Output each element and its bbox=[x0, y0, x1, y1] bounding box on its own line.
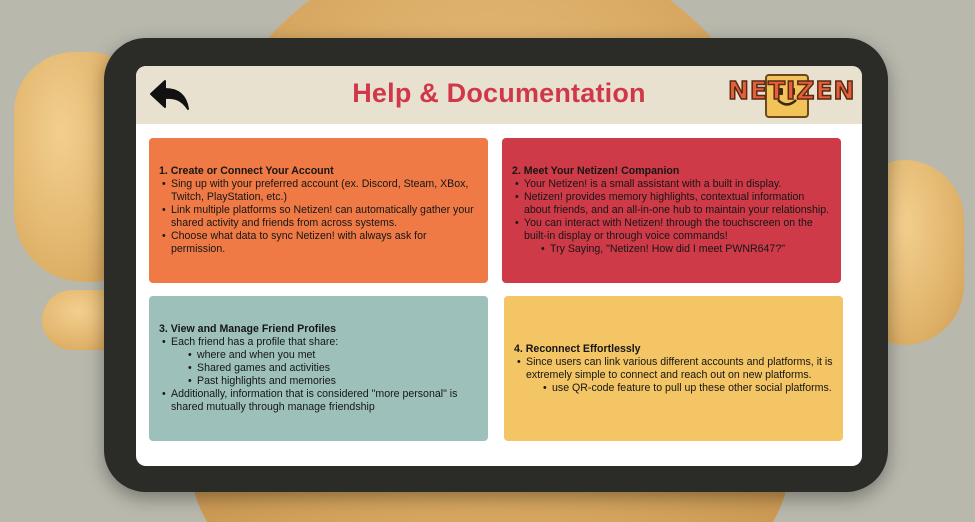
sub-list-item: • where and when you met bbox=[197, 349, 478, 362]
section-card-reconnect bbox=[504, 296, 843, 441]
sub-list-item: • use QR-code feature to pull up these other social platforms. bbox=[552, 382, 833, 395]
logo-text: NETIZEN bbox=[728, 76, 856, 105]
list-item: • Additionally, information that is considered "more personal" is shared mutually through manage friendship bbox=[171, 388, 478, 414]
list-item: • Sing up with your preferred account (ex. Discord, Steam, XBox, Twitch, PlayStation, etc.) bbox=[171, 178, 478, 204]
section-card-profiles bbox=[149, 296, 488, 441]
section-card-companion bbox=[502, 138, 841, 283]
tablet-screen bbox=[136, 66, 862, 466]
list-item-text: You can interact with Netizen! through the touchscreen on the built-in display or through voice commands! bbox=[524, 217, 813, 242]
page-title: Help & Documentation bbox=[352, 78, 646, 108]
section-heading: 1. Create or Connect Your Account bbox=[159, 165, 334, 177]
app-header bbox=[136, 66, 862, 124]
list-item-text: Since users can link various different accounts and platforms, it is extremely simple to connect and reach out on new platforms. bbox=[526, 355, 833, 381]
section-heading: 4. Reconnect Effortlessly bbox=[514, 342, 641, 355]
list-item: • Netizen! provides memory highlights, contextual information about friends, and an all-in-one hub to maintain your relationship. bbox=[524, 191, 831, 217]
list-item-text: Each friend has a profile that share: bbox=[171, 336, 339, 348]
list-item bbox=[171, 336, 478, 388]
list-item bbox=[524, 217, 831, 256]
section-heading: 2. Meet Your Netizen! Companion bbox=[512, 165, 680, 177]
list-item: • Your Netizen! is a small assistant with a built in display. bbox=[524, 178, 831, 191]
section-heading: 3. View and Manage Friend Profiles bbox=[159, 323, 337, 335]
section-card-account bbox=[149, 138, 488, 283]
list-item bbox=[526, 356, 833, 395]
list-item: • Link multiple platforms so Netizen! can automatically gather your shared activity and friends from across systems. bbox=[171, 204, 478, 230]
netizen-logo[interactable] bbox=[728, 70, 856, 122]
sub-list-item: • Past highlights and memories bbox=[197, 375, 478, 388]
sub-list-item: • Try Saying, "Netizen! How did I meet PWNR647?" bbox=[550, 243, 831, 256]
list-item: • Choose what data to sync Netizen! with always ask for permission. bbox=[171, 230, 478, 256]
sub-list-item: • Shared games and activities bbox=[197, 362, 478, 375]
